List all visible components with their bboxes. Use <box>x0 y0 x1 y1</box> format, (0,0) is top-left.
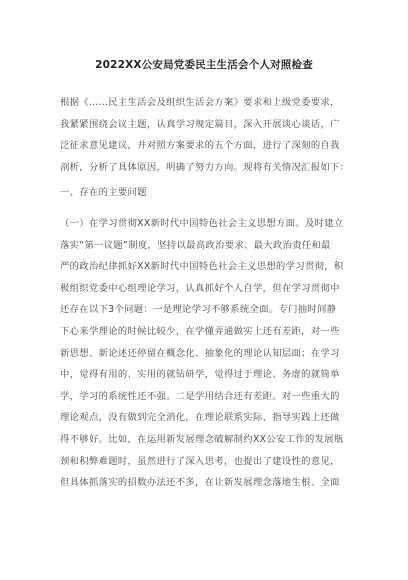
text-line: 学，学习的系统性还不强。二是学用结合还有差距。对一些重大的 <box>60 390 340 402</box>
intro-paragraph <box>60 92 352 178</box>
text-line: 中，觉得有用的、实用的就钻研学，觉得过于理论、务虚的就简单 <box>60 369 340 381</box>
section-heading: 一、存在的主要问题 <box>60 187 147 198</box>
text-line: 根据《……民主生活会及组织生活会方案》要求和上级党委要求， <box>60 97 340 108</box>
text-line: 我紧紧围绕会议主题，认真学习规定篇目，深入开展谈心谈话，广 <box>60 118 340 130</box>
document-title: 2022XX公安局党委民主生活会个人对照检查 <box>95 59 313 71</box>
text-line: 泛征求意见建议，并对照方案要求的五个方面，进行了深刻的自我 <box>60 140 340 152</box>
text-line: 剖析，分析了具体原因，明确了努力方向。现将有关情况汇报如下： <box>60 161 350 173</box>
text-line: 落实“第一议题”制度，坚持以最高政治要求、最大政治责任和最 <box>60 239 331 251</box>
body-paragraph <box>60 213 352 494</box>
text-line: 得不够好。比如，在运用新发展理念破解制约XX公安工作的发展瓶 <box>60 433 344 445</box>
text-line: 严的政治纪律抓好XX新时代中国特色社会主义思想的学习贯彻，积 <box>60 261 344 273</box>
text-line: 但具体抓落实的招数办法还不多，在让新发展理念落地生根、全面 <box>60 477 340 489</box>
text-line: 颈和积弊难题时，虽然进行了深入思考，也提出了建设性的意见， <box>60 455 340 467</box>
text-line: 下心来学理论的时候比较少，在学懂弄通做实上还有差距，对一些 <box>60 325 340 337</box>
text-line: （一）在学习贯彻XX新时代中国特色社会主义思想方面。及时建立 <box>60 218 344 229</box>
text-line: 新思想、新论述还停留在概念化、抽象化的理论认知层面；在学习 <box>60 347 340 359</box>
text-line: 极组织党委中心组理论学习，认真抓好个人自学，但在学习贯彻中 <box>60 282 340 294</box>
text-line: 理论观点，没有做到完全消化，在理论联系实际、指导实践上还做 <box>60 412 340 424</box>
text-line: 还存在以下3个问题：一是理论学习不够系统全面。专门抽时间静 <box>60 304 337 316</box>
